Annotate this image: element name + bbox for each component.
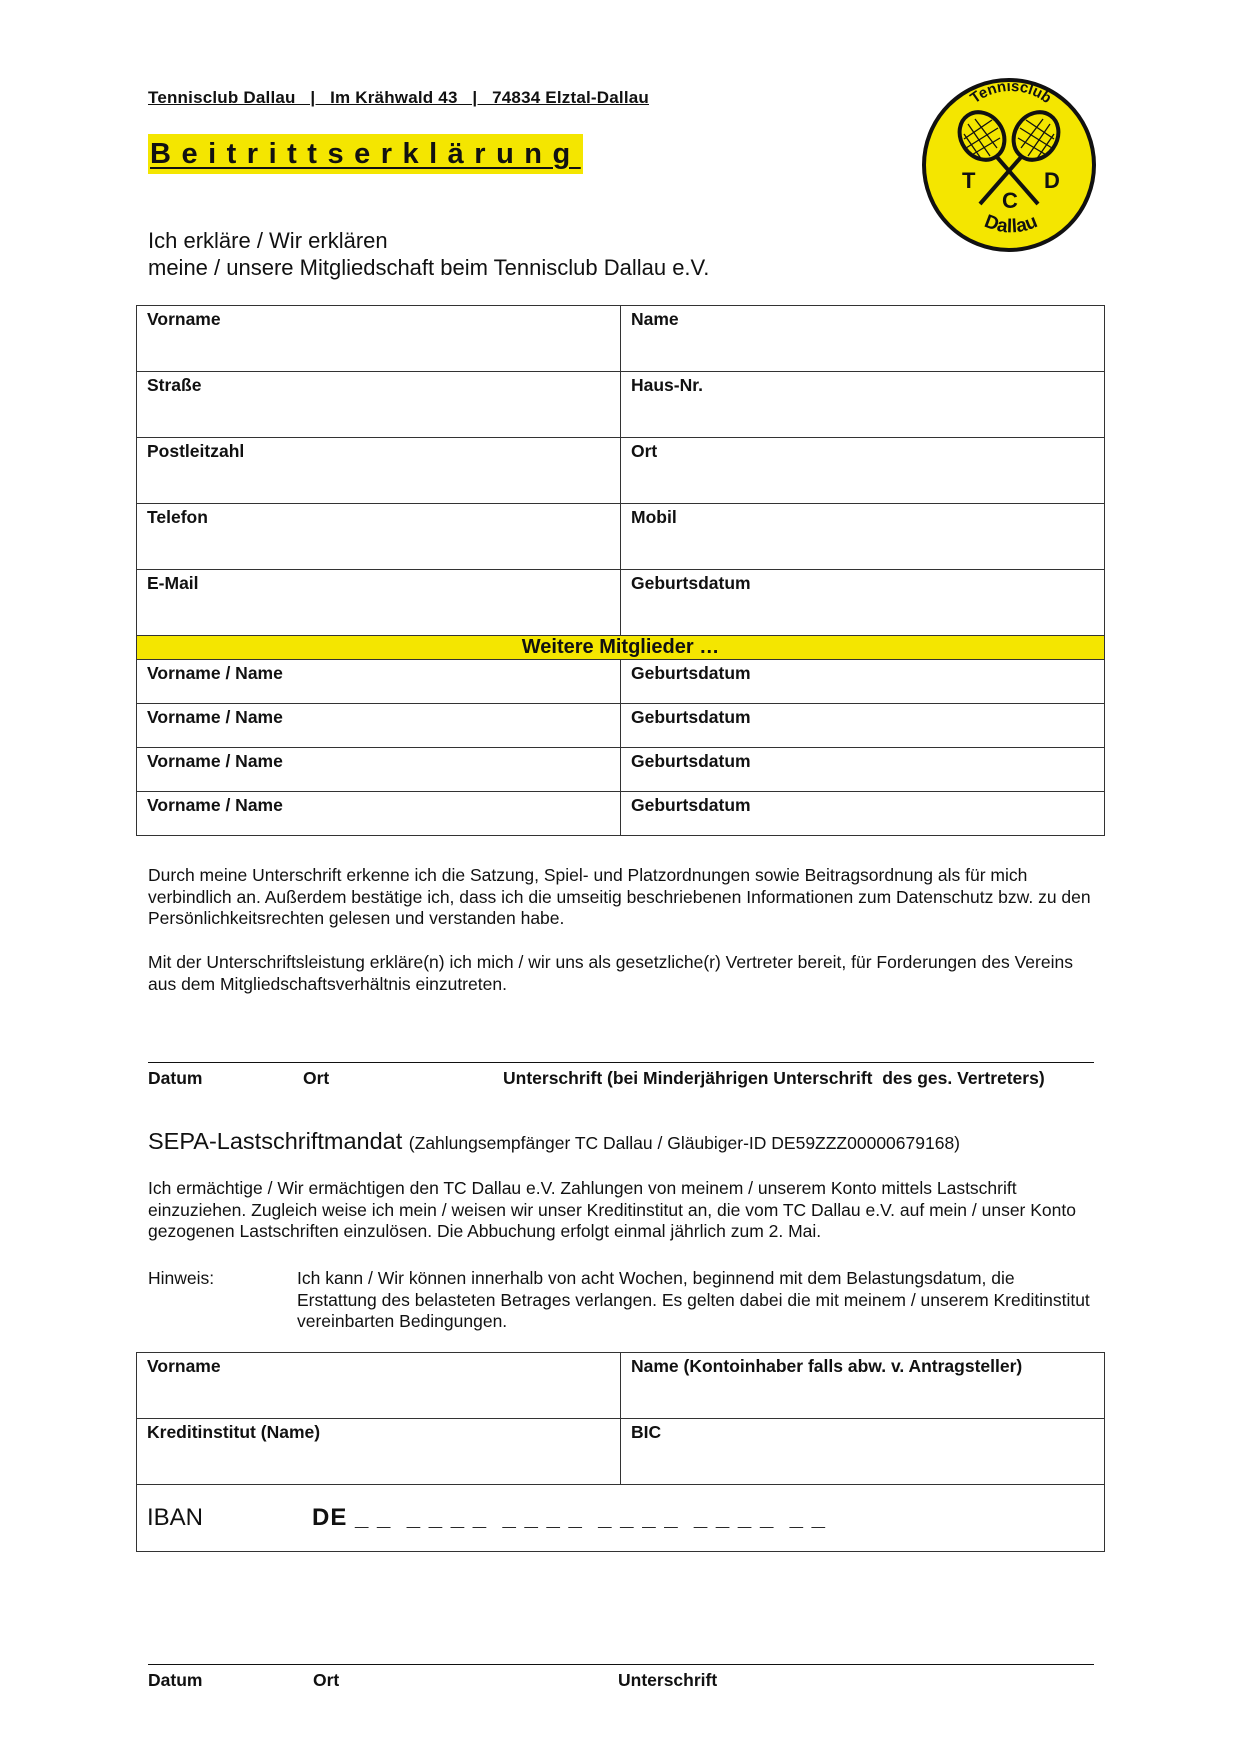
- extra-member-name-field[interactable]: Vorname / Name: [137, 748, 621, 792]
- extra-member-birthdate-field[interactable]: Geburtsdatum: [621, 792, 1105, 836]
- more-members-band: Weitere Mitglieder …: [137, 636, 1105, 660]
- signature-label: Unterschrift (bei Minderjährigen Unterschrift des ges. Vertreters): [503, 1068, 1045, 1088]
- sepa-title: SEPA-Lastschriftmandat: [148, 1128, 403, 1154]
- club-logo: [920, 76, 1098, 254]
- signature-place-label: Ort: [303, 1068, 330, 1088]
- mobile-field[interactable]: Mobil: [621, 504, 1105, 570]
- svg-text:Tennisclub: Tennisclub: [967, 77, 1055, 108]
- signature-place-label: Ort: [313, 1670, 340, 1690]
- city-field[interactable]: Ort: [621, 438, 1105, 504]
- svg-text:T: T: [962, 168, 976, 193]
- svg-text:Dallau: Dallau: [981, 211, 1041, 238]
- bank-name-field[interactable]: Kreditinstitut (Name): [137, 1419, 621, 1485]
- extra-member-birthdate-field[interactable]: Geburtsdatum: [621, 748, 1105, 792]
- account-holder-field[interactable]: Name (Kontoinhaber falls abw. v. Antragsteller): [621, 1353, 1105, 1419]
- last-name-field[interactable]: Name: [621, 306, 1105, 372]
- hint-text: Ich kann / Wir können innerhalb von acht Wochen, beginnend mit dem Belastungsdatum, die Erstattung des belasteten Betrages verlangen. Es gelten dabei die mit meinem / unserem Kreditinstitut vereinbarten Bedingungen.: [297, 1268, 1090, 1331]
- postal-code-field[interactable]: Postleitzahl: [137, 438, 621, 504]
- sepa-mandate-paragraph: Ich ermächtige / Wir ermächtigen den TC Dallau e.V. Zahlungen von meinem / unserem Konto mittels Lastschrift einzuziehen. Zugleich weise ich mein / weisen wir unser Kreditinstitut an, die vom TC Dallau e.V. auf mein / unser Konto gezogenen Lastschriften einzulösen. Die Abbuchung erfolgt einmal jährlich zum 2. Mai.: [148, 1178, 1076, 1241]
- member-form: [136, 305, 1105, 836]
- extra-member-birthdate-field[interactable]: Geburtsdatum: [621, 704, 1105, 748]
- intro-line-1: Ich erkläre / Wir erklären: [148, 228, 388, 253]
- signature-date-label: Datum: [148, 1670, 203, 1690]
- signature-line[interactable]: [148, 1062, 1094, 1063]
- phone-field[interactable]: Telefon: [137, 504, 621, 570]
- signature-label: Unterschrift: [618, 1670, 718, 1690]
- signature-date-label: Datum: [148, 1068, 203, 1088]
- iban-field[interactable]: [137, 1485, 1105, 1552]
- email-field[interactable]: E-Mail: [137, 570, 621, 636]
- page-title: Beitrittserklärung: [148, 134, 583, 174]
- bank-form: [136, 1352, 1105, 1552]
- birthdate-field[interactable]: Geburtsdatum: [621, 570, 1105, 636]
- iban-label: IBAN: [147, 1504, 204, 1531]
- account-first-name-field[interactable]: Vorname: [137, 1353, 621, 1419]
- svg-text:D: D: [1044, 168, 1060, 193]
- sepa-heading: [148, 1128, 960, 1155]
- bic-field[interactable]: BIC: [621, 1419, 1105, 1485]
- extra-member-name-field[interactable]: Vorname / Name: [137, 704, 621, 748]
- hint-label: Hinweis:: [148, 1268, 215, 1288]
- svg-text:C: C: [1002, 188, 1018, 213]
- intro-text: [148, 227, 709, 281]
- iban-value: DE _ _ _ _ _ _ _ _ _ _ _ _ _ _ _ _ _ _ _ _: [312, 1504, 826, 1531]
- intro-line-2: meine / unsere Mitgliedschaft beim Tennisclub Dallau e.V.: [148, 255, 710, 280]
- street-field[interactable]: Straße: [137, 372, 621, 438]
- club-address: Tennisclub Dallau | Im Krähwald 43 | 74834 Elztal-Dallau: [148, 88, 649, 107]
- house-number-field[interactable]: Haus-Nr.: [621, 372, 1105, 438]
- guardian-paragraph: Mit der Unterschriftsleistung erkläre(n) ich mich / wir uns als gesetzliche(r) Vertreter bereit, für Forderungen des Vereins aus dem Mitgliedschaftsverhältnis einzutreten.: [148, 952, 1073, 994]
- extra-member-name-field[interactable]: Vorname / Name: [137, 792, 621, 836]
- consent-paragraph: Durch meine Unterschrift erkenne ich die Satzung, Spiel- und Platzordnungen sowie Beitragsordnung als für mich verbindlich an. Außerdem bestätige ich, dass ich die umseitig beschriebenen Informationen zum Datenschutz bzw. zu den Persönlichkeitsrechten gelesen und verstanden habe.: [148, 865, 1091, 928]
- extra-member-birthdate-field[interactable]: Geburtsdatum: [621, 660, 1105, 704]
- first-name-field[interactable]: Vorname: [137, 306, 621, 372]
- sepa-subtitle: (Zahlungsempfänger TC Dallau / Gläubiger-ID DE59ZZZ00000679168): [408, 1133, 961, 1153]
- signature-line[interactable]: [148, 1664, 1094, 1665]
- extra-member-name-field[interactable]: Vorname / Name: [137, 660, 621, 704]
